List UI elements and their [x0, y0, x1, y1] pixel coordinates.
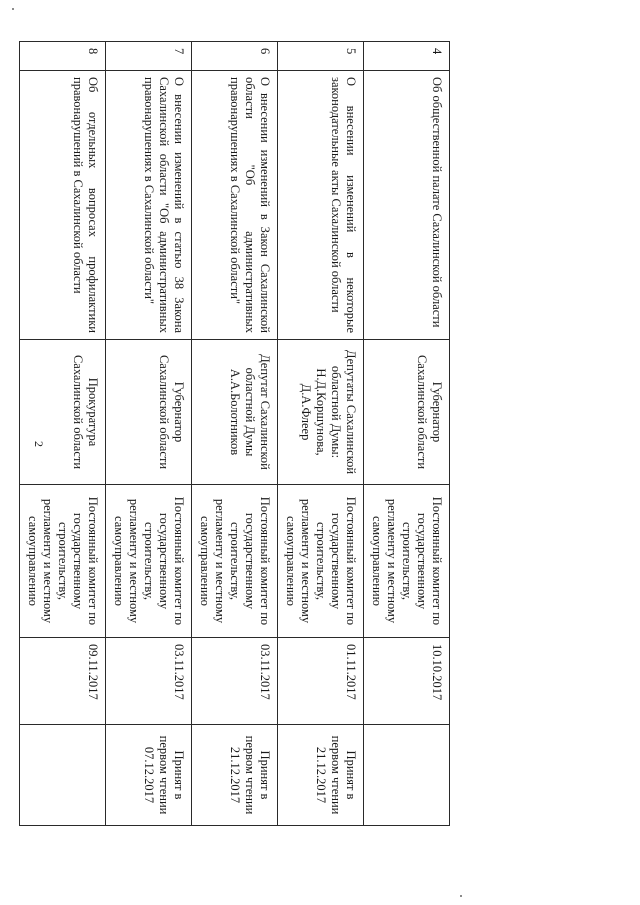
bill-status	[364, 725, 450, 826]
table-row	[278, 42, 364, 826]
bill-author: Губернатор Сахалинской области	[364, 340, 450, 485]
bill-status: Принят в первом чтении 07.12.2017	[106, 725, 192, 826]
table-row	[20, 42, 106, 826]
responsible-committee: Постоянный комитет по государственному строительству, регламенту и местному самоуправлению	[106, 485, 192, 638]
bill-status: Принят в первом чтении 21.12.2017	[278, 725, 364, 826]
submission-date: 01.11.2017	[278, 638, 364, 725]
submission-date: 03.11.2017	[106, 638, 192, 725]
submission-date: 03.11.2017	[192, 638, 278, 725]
bill-author: Депутат Сахалинской областной Думы А.А.Болотников	[192, 340, 278, 485]
bill-title: О внесении изменений в Закон Сахалинской области "Об административных правонарушениях в Сахалинской области"	[192, 71, 278, 340]
bills-table	[19, 41, 450, 826]
bill-title: Об общественной палате Сахалинской области	[364, 71, 450, 340]
responsible-committee: Постоянный комитет по государственному строительству, регламенту и местному самоуправлению	[192, 485, 278, 638]
bill-author: Депутаты Сахалинской областной Думы: Н.Д.Коршунова, Д.А.Флеер	[278, 340, 364, 485]
responsible-committee: Постоянный комитет по государственному строительству, регламенту и местному самоуправлению	[278, 485, 364, 638]
row-number: 8	[20, 42, 106, 71]
row-number: 6	[192, 42, 278, 71]
bill-author: Прокуратура Сахалинской области	[20, 340, 106, 485]
bill-title: Об отдельных вопросах профилактики правонарушений в Сахалинской области	[20, 71, 106, 340]
submission-date: 10.10.2017	[364, 638, 450, 725]
table-row	[364, 42, 450, 826]
bill-title: О внесении изменений в статью 38 Закона Сахалинской области "Об административных правонарушениях в Сахалинской области"	[106, 71, 192, 340]
bill-author: Губернатор Сахалинской области	[106, 340, 192, 485]
responsible-committee: Постоянный комитет по государственному строительству, регламенту и местному самоуправлению	[364, 485, 450, 638]
bill-title: О внесении изменений в некоторые законодательные акты Сахалинской области	[278, 71, 364, 340]
bill-status	[20, 725, 106, 826]
scan-artifact	[460, 895, 462, 897]
page-number: 2	[32, 441, 46, 447]
table-row	[106, 42, 192, 826]
row-number: 5	[278, 42, 364, 71]
rotated-page-content	[2, 1, 472, 886]
table-row	[192, 42, 278, 826]
responsible-committee: Постоянный комитет по государственному строительству, регламенту и местному самоуправлению	[20, 485, 106, 638]
row-number: 4	[364, 42, 450, 71]
bill-status: Принят в первом чтении 21.12.2017	[192, 725, 278, 826]
row-number: 7	[106, 42, 192, 71]
submission-date: 09.11.2017	[20, 638, 106, 725]
